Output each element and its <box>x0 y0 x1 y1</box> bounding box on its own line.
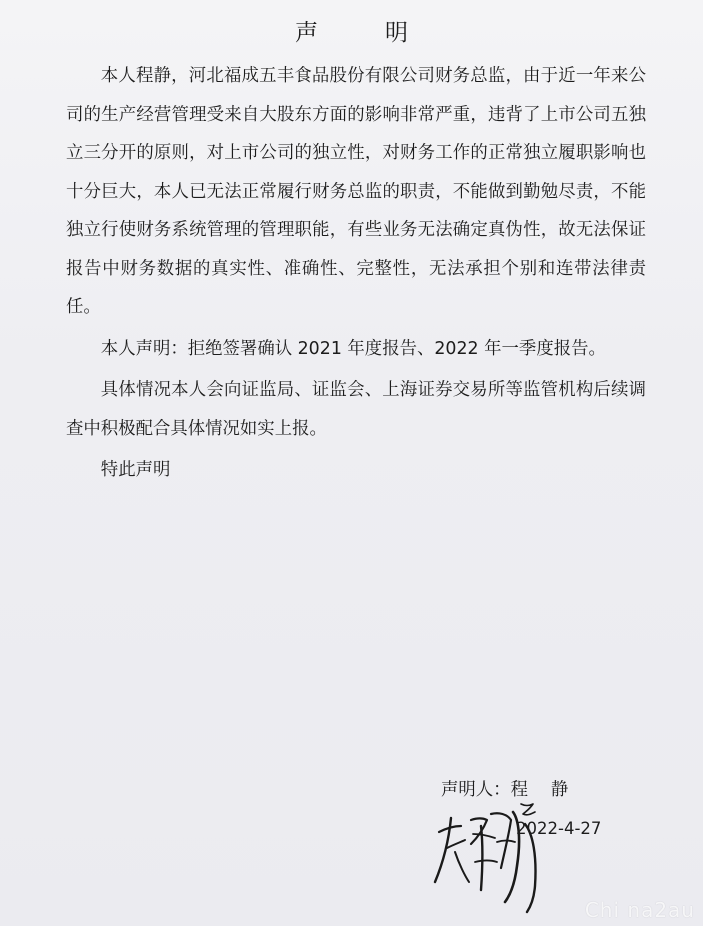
document-title: 声 明 <box>295 20 430 46</box>
signature-date: 2022-4-27 <box>516 819 602 838</box>
paragraph-declaration: 本人声明：拒绝签署确认 2021 年度报告、2022 年一季度报告。 <box>100 338 606 359</box>
paragraph-closing: 特此声明 <box>100 460 171 480</box>
watermark: Chi na2au <box>584 898 695 922</box>
paragraph-main: 本人程静，河北福成五丰食品股份有限公司财务总监，由于近一年来公司的生产经营管理受来自大股东方面的影响非常严重，违背了上市公司五独立三分开的原则，对上市公司的独立性，对财务工作的正常独立履职影响也十分巨大，本人已无法正常履行财务总监的职责，不能做到勤勉尽责，不能独立行使财务系统管理的管理职能，有些业务无法确定真伪性，故无法保证报告中财务数据的真实性、准确性、完整性，无法承担个别和连带法律责任。 <box>66 66 646 317</box>
handwritten-signature <box>425 790 565 920</box>
statement-body <box>66 57 646 493</box>
signer-label: 声明人： <box>441 780 511 800</box>
signer-name: 程 静 <box>510 780 569 800</box>
paragraph-cooperation: 具体情况本人会向证监局、证监会、上海证券交易所等监管机构后续调查中积极配合具体情况如实上报。 <box>66 380 646 439</box>
